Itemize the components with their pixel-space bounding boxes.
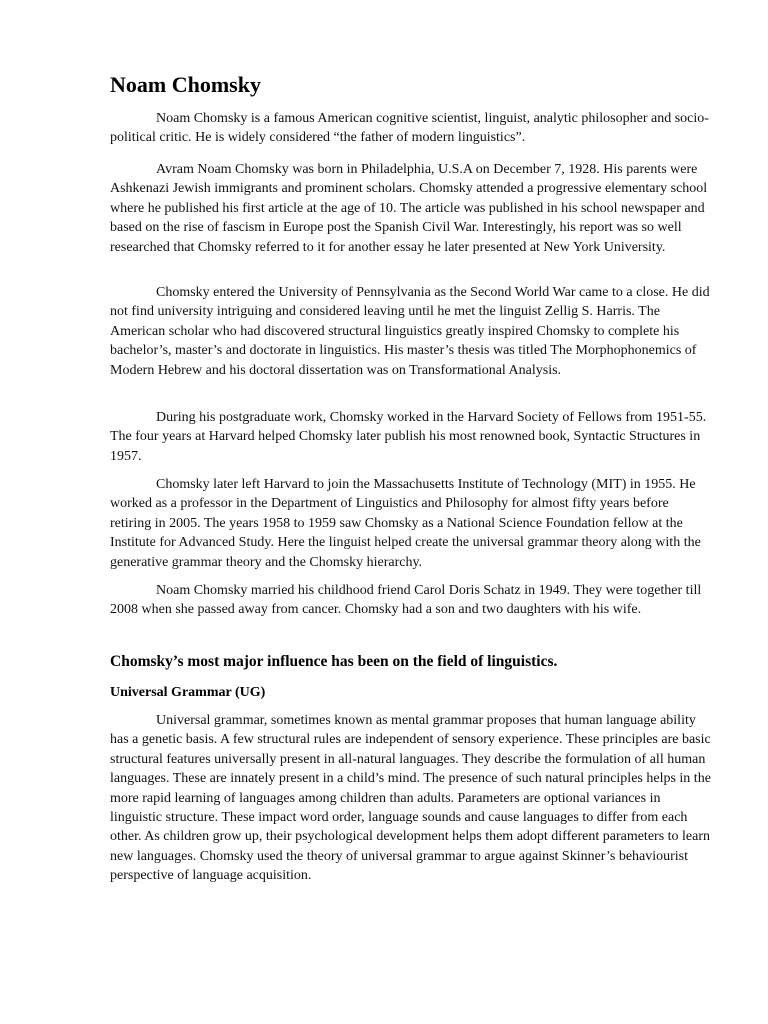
paragraph-mit: Chomsky later left Harvard to join the Massachusetts Institute of Technology (MIT) in 1955. He worked as a professor in the Department of Linguistics and Philosophy for almost fifty years before retiring in 2005. The years 1958 to 1959 saw Chomsky as a National Science Foundation fellow at the Institute for Advanced Study. Here the linguist helped create the universal grammar theory along with the generative grammar theory and the Chomsky hierarchy. xyxy=(110,477,701,570)
paragraph-universal-grammar: Universal grammar, sometimes known as mental grammar proposes that human language ability has a genetic basis. A few structural rules are independent of sensory experience. These principles are basic structural features universally present in all-natural languages. They describe the formulation of all human languages. These are innately present in a child’s mind. The presence of such natural principles helps in the more rapid learning of languages among children than adults. Parameters are optional variances in linguistic structure. These impact word order, language sounds and cause languages to differ from each other. As children grow up, their psychological development helps them adopt different parameters to learn new languages. Chomsky used the theory of universal grammar to argue against Skinner’s behaviourist perspective of language acquisition. xyxy=(110,713,711,884)
paragraph-education: Chomsky entered the University of Pennsylvania as the Second World War came to a close. He did not find university intriguing and considered leaving until he met the linguist Zellig S. Harris. The American scholar who had discovered structural linguistics greatly inspired Chomsky to complete his bachelor’s, master’s and doctorate in linguistics. His master’s thesis was titled The Morphophonemics of Modern Hebrew and his doctoral dissertation was on Transformational Analysis. xyxy=(110,285,710,378)
paragraph-personal-life: Noam Chomsky married his childhood friend Carol Doris Schatz in 1949. They were together till 2008 when she passed away from cancer. Chomsky had a son and two daughters with his wife. xyxy=(110,583,702,618)
paragraph-harvard: During his postgraduate work, Chomsky worked in the Harvard Society of Fellows from 1951-55. The four years at Harvard helped Chomsky later publish his most renowned book, Syntactic Structures in 1957. xyxy=(110,410,707,464)
paragraph-early-life: Avram Noam Chomsky was born in Philadelphia, U.S.A on December 7, 1928. His parents were Ashkenazi Jewish immigrants and prominent scholars. Chomsky attended a progressive elementary school where he published his first article at the age of 10. The article was published in his school newspaper and based on the rise of fascism in Europe post the Spanish Civil War. Interestingly, his report was so well researched that Chomsky referred to it for another essay he later presented at New York University. xyxy=(110,162,708,255)
paragraph-intro: Noam Chomsky is a famous American cognitive scientist, linguist, analytic philosopher and socio-political critic. He is widely considered “the father of modern linguistics”. xyxy=(110,111,709,146)
subsection-heading: Universal Grammar (UG) xyxy=(110,685,266,700)
page-title: Noam Chomsky xyxy=(110,72,261,97)
section-heading: Chomsky’s most major influence has been on the field of linguistics. xyxy=(110,653,558,670)
